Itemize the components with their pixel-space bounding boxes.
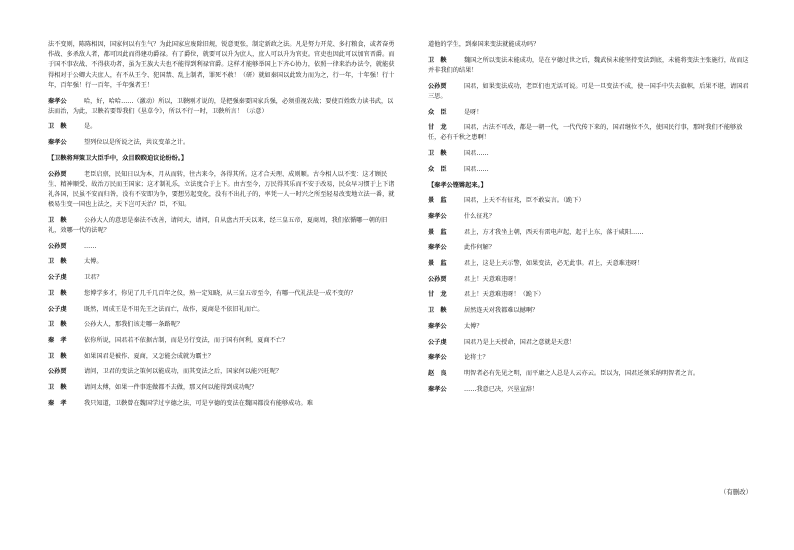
dialogue-line xyxy=(48,242,398,252)
dialogue-line xyxy=(428,322,753,332)
dialogue-continuation: 道他的学生，到秦国来变法就能成功吗？ xyxy=(428,41,540,48)
stage-direction: 【秦孝公铿锵起来。】 xyxy=(428,181,487,189)
dialogue-line xyxy=(428,228,753,238)
speaker-name: 众 臣 xyxy=(428,165,447,173)
dialogue-line xyxy=(428,275,753,285)
speaker-name: 秦孝公 xyxy=(428,212,447,220)
dialogue-text: 明智者必有先见之明，而平庸之人总是人云亦云。臣以为，国君还须采纳明智者之言。 xyxy=(464,369,700,377)
dialogue-line xyxy=(48,399,398,409)
dialogue-line xyxy=(48,138,398,148)
speaker-name: 景 监 xyxy=(428,197,447,205)
speaker-name: 公子虔 xyxy=(428,338,447,346)
dialogue-line xyxy=(48,216,398,236)
dialogue-text: 君上，这是上天示警，如果变法，必无此事。君上，天意难违呀！ xyxy=(464,260,644,268)
dialogue-text: 此作何解？ xyxy=(464,244,495,252)
dialogue-line xyxy=(48,352,398,362)
speaker-name: 卫 鞅 xyxy=(48,216,67,224)
dialogue-line xyxy=(48,97,398,117)
dialogue-line xyxy=(428,243,753,253)
speaker-name: 景 监 xyxy=(428,260,447,268)
dialogue-text: 魏国之所以变法未能成功，是在亨德过世之后，魏武侯未能坚持变法到底，未能将变法主张施行，故而这并非我们的结果！ xyxy=(428,56,749,74)
dialogue-line xyxy=(428,290,753,300)
dialogue-text: 公孙大人，那我们该走哪一条路呢？ xyxy=(84,321,183,329)
dialogue-text: 论将士？ xyxy=(464,354,489,362)
dialogue-text: …… xyxy=(84,242,97,250)
dialogue-line xyxy=(48,383,398,393)
speaker-name: 秦孝公 xyxy=(428,244,447,252)
dialogue-text: 是。 xyxy=(84,123,97,131)
dialogue-text: 依你所说，国君若不依据古制，而是另行变法，而于国有何利，夏商不亡？ xyxy=(84,336,289,344)
dialogue-text: 国君…… xyxy=(464,165,489,173)
dialogue-text: 国君，上天不有征兆，臣不敢妄言。（跪下） xyxy=(464,197,585,205)
dialogue-line xyxy=(428,82,753,102)
dialogue-line xyxy=(428,306,753,316)
dialogue-text: 国君，古法不可改，都是一朝一代，一代代传下来的，国君继位不久，使国民行事，那时我们不能够放任，必有千秋之患啊！ xyxy=(428,124,743,142)
speaker-name: 卫 鞅 xyxy=(48,123,67,131)
speaker-name: 公孙贾 xyxy=(48,242,67,250)
dialogue-text: 请问，卫君的变法之策何以能成功，而其变法之后，国家何以能兴旺呢？ xyxy=(84,368,282,376)
dialogue-line xyxy=(48,336,398,346)
dialogue-text: 国君乃是上天授命，国君之意就是天意！ xyxy=(464,338,576,346)
dialogue-line xyxy=(48,289,398,299)
dialogue-line xyxy=(48,305,398,315)
speaker-name: 卫 鞅 xyxy=(48,321,67,329)
dialogue-line xyxy=(428,149,753,159)
dialogue-text: 卫君？ xyxy=(84,274,103,282)
dialogue-text: 国君…… xyxy=(464,150,489,158)
dialogue-text: 君上，方才我坐上朝，西天有雷电声起，起于上东，落于咸阳…… xyxy=(464,228,644,236)
dialogue-continuation: 法不变则，陈陈相因，国家何以有生气？为此国家应废除旧规，锐意更张，制定新政之法。凡是努力开荒、多打粮食，或者奋勇作战、多杀敌人者，都可因此而得建功爵禄。有了爵位，就要可以升为庶人，庶人可以升为官吏。官吏也因此可以加官晋爵。而于国不事农战、不得获功者，虽为王族大夫也不能得到利禄官爵。这样才能够举国上下齐心协力，依照一律来治办法令，就能获得相对于公卿大夫庶人，有不从王令、犯国禁、乱上制者，罪死不赦！（研）就如秦国以此致力而为之，行一年，十年强！行十年，百年强！行一百年，千年强者王！ xyxy=(48,41,395,89)
dialogue-line xyxy=(48,320,398,330)
dialogue-line xyxy=(428,369,753,379)
dialogue-line xyxy=(428,212,753,222)
speaker-name: 景 监 xyxy=(428,228,447,236)
dialogue-line xyxy=(428,123,753,143)
speaker-name: 甘 龙 xyxy=(428,124,447,132)
speaker-name: 卫 鞅 xyxy=(428,307,447,315)
dialogue-line xyxy=(428,196,753,206)
dialogue-text: 太傅。 xyxy=(84,258,103,266)
dialogue-line xyxy=(428,259,753,269)
speaker-name: 卫 鞅 xyxy=(48,384,67,392)
speaker-name: 卫 鞅 xyxy=(48,289,67,297)
speaker-name: 卫 鞅 xyxy=(48,352,67,360)
dialogue-line xyxy=(428,385,753,395)
speaker-name: 众 臣 xyxy=(428,108,447,116)
dialogue-text: 君上！天意难违呀！（跪下） xyxy=(464,291,545,299)
speaker-name: 公孙贾 xyxy=(428,82,447,90)
speaker-name: 秦孝公 xyxy=(48,97,67,105)
speaker-name: 秦孝公 xyxy=(428,354,447,362)
dialogue-text: 国君，如果变法成功，老臣们也无话可说。可是一旦变法不成，使一国手中失去旗帜，后果不堪，请国君三思。 xyxy=(428,82,749,100)
speaker-name: 公子虔 xyxy=(48,274,67,282)
dialogue-text: 哈，好，哈哈……（激动）所以，卫鞅刚才说的，是把强秦要国家兵强，必须重视农战；要使百姓致力读书武，以法而治，为此，卫鞅若要帮我们《垦草令》，所以不行一时，卫鞅所言！（示意） xyxy=(48,97,394,115)
dialogue-text: 既然，周成王是不用先王之法而亡，故作，夏商是不依旧礼而亡。 xyxy=(84,305,264,313)
dialogue-text: 我只知道，卫鞅曾在魏国学过亨德之法，可是亨德的变法在魏国都没有能够成功。难 xyxy=(84,399,313,407)
footnote: （有删改） xyxy=(720,488,752,496)
dialogue-text: 是呀！ xyxy=(464,108,483,116)
dialogue-line xyxy=(48,122,398,132)
stage-direction: 【卫鞅将拜策卫大臣手中，众目睽睽迫议论纷纷。】 xyxy=(48,154,188,162)
dialogue-line xyxy=(428,108,753,118)
dialogue-text: 请问太傅，如果一件事连做都不去做，那又何以能得到成功呢？ xyxy=(84,384,258,392)
dialogue-line xyxy=(48,257,398,267)
speaker-name: 秦 孝 xyxy=(48,336,67,344)
dialogue-line xyxy=(48,170,398,211)
dialogue-line xyxy=(428,353,753,363)
dialogue-line xyxy=(428,56,753,76)
dialogue-text: 太傅？ xyxy=(464,322,483,330)
dialogue-line xyxy=(428,338,753,348)
speaker-name: 卫 鞅 xyxy=(48,258,67,266)
dialogue-text: 君上！天意难违呀！ xyxy=(464,275,520,283)
speaker-name: 秦孝公 xyxy=(428,385,447,393)
dialogue-text: 公孙大人的意思是秦法不改善，请问大，请问，自从盘古开天以来，经三皇五帝，夏商周，我们依循哪一朝的旧礼，效哪一代的法呢？ xyxy=(48,216,388,235)
speaker-name: 秦 孝 xyxy=(48,399,67,407)
dialogue-text: 望列位以是所说之法，共议变革之计。 xyxy=(84,139,190,147)
dialogue-text: 居然连天对我都难以撼啊？ xyxy=(464,307,539,315)
dialogue-line xyxy=(428,165,753,175)
dialogue-text: 什么征兆？ xyxy=(464,212,495,220)
dialogue-text: 您博学多才，你见了几千几百年之仪，熟一定知晓，从三皇五帝至今，有哪一代礼法是一成不变的？ xyxy=(84,289,357,297)
speaker-name: 秦孝公 xyxy=(428,322,447,330)
dialogue-line xyxy=(48,273,398,283)
dialogue-text: 如果国君是被作、夏商，又怎能会成就为霸主？ xyxy=(84,352,214,360)
dialogue-line xyxy=(48,367,398,377)
speaker-name: 公孙贾 xyxy=(48,170,67,178)
speaker-name: 卫 鞅 xyxy=(428,56,447,64)
dialogue-text: ……我意已决，兴垦宣辞！ xyxy=(464,385,539,393)
speaker-name: 公子虔 xyxy=(48,305,67,313)
dialogue-text: 老臣启禀，民知日以为本，月从而转，往古来今，各得其所。这才合天理、成则顺。古今相人以不变：这才顾民生、精神顺受、故治万民而王国家；这才制礼乐，立法度合于上下。由古至今，万民得其乐而不安于改易，民众早习惯于上下诸礼各国，民虽不安而归咎，没有不安即为争，要想另起变化，没有不出扎子的，率凭一人一时兴之所至轻易改变地立法一番，就极易生变一国也上法之，天下岂可天治？臣，不知。 xyxy=(48,170,395,209)
left-column xyxy=(48,40,398,414)
speaker-name: 赵 良 xyxy=(428,369,447,377)
speaker-name: 卫 鞅 xyxy=(428,150,447,158)
speaker-name: 秦孝公 xyxy=(48,139,67,147)
speaker-name: 甘 龙 xyxy=(428,291,447,299)
speaker-name: 公孙贾 xyxy=(428,275,447,283)
speaker-name: 公孙贾 xyxy=(48,368,67,376)
right-column xyxy=(428,40,753,400)
